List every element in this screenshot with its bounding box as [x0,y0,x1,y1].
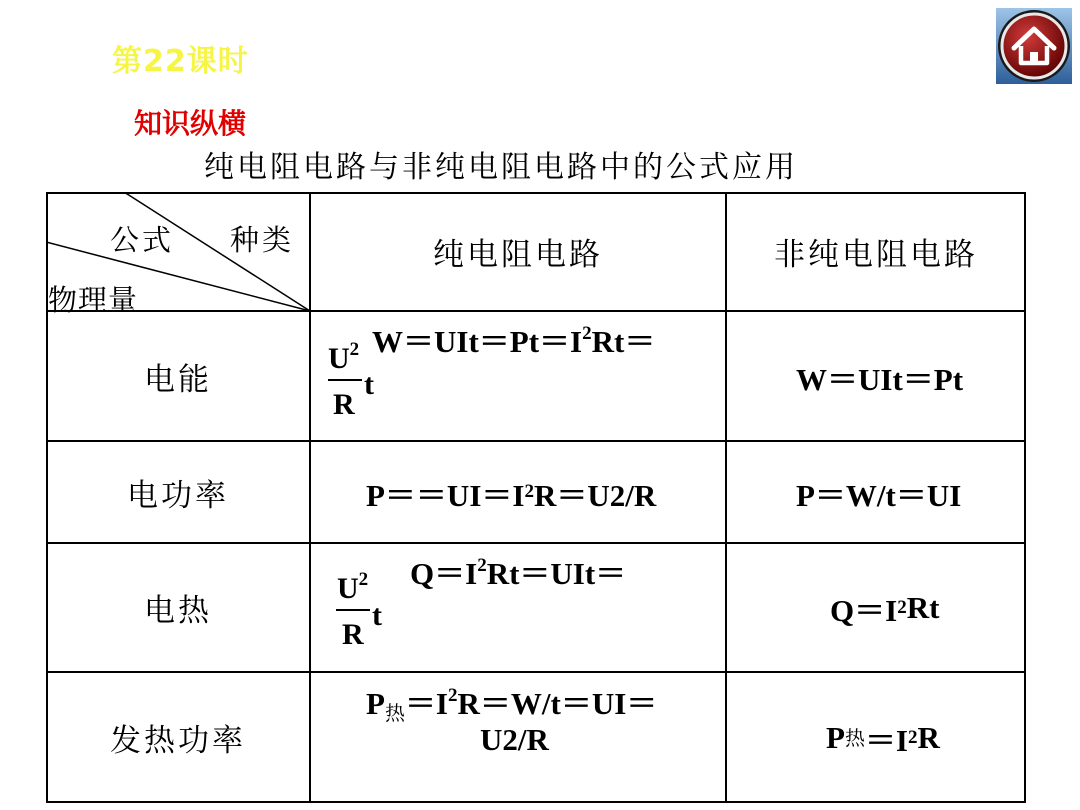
row-label-heat: 电热 [144,593,212,629]
fraction-numerator: $U^2$ [337,569,369,605]
fraction-suffix: t [364,368,374,401]
formula-power-nonpure: P＝W/t＝UI [796,477,962,513]
formula-heating-power-pure-line2: U2/R [480,722,549,757]
formula-energy-pure: $W=UIt=Pt=I^2Rt=$ [372,323,656,359]
fraction-numerator: $U^2$ [328,339,360,375]
fraction-bar [328,379,362,381]
fraction-suffix: t [372,599,382,632]
corner-type-label: 种类 [230,223,295,257]
row-label-energy: 电能 [144,361,212,398]
formula-heating-power-pure: $P_热=I^2R=W/t=UI=$ [366,685,658,725]
formula-power-pure: P＝＝UI＝I 2 R＝U2/R [366,477,657,513]
table-caption: 纯电阻电路与非纯电阻电路中的公式应用 [204,150,798,185]
corner-quantity-label: 物理量 [48,283,139,317]
column-header-pure: 纯电阻电路 [433,237,603,273]
corner-formula-label: 公式 [110,223,175,257]
section-title: 知识纵横 [134,107,247,140]
formula-heat-nonpure: Q＝I 2 Rt [830,589,940,628]
formula-energy-nonpure: W＝UIt＝Pt [796,361,964,397]
formula-table [46,192,1026,803]
lesson-label: 第22课时 [112,44,249,79]
row-label-heating-power: 发热功率 [110,723,246,759]
formula-heat-pure: $Q=I^2Rt=UIt=$ [410,555,627,591]
home-icon[interactable] [996,8,1072,84]
fraction-denominator: R [342,618,364,651]
fraction-bar [336,609,370,611]
row-label-power: 电功率 [127,477,229,514]
column-header-nonpure: 非纯电阻电路 [774,237,978,273]
formula-heating-power-nonpure: P 热 ＝I 2 R [826,719,940,758]
fraction-denominator: R [333,388,355,421]
